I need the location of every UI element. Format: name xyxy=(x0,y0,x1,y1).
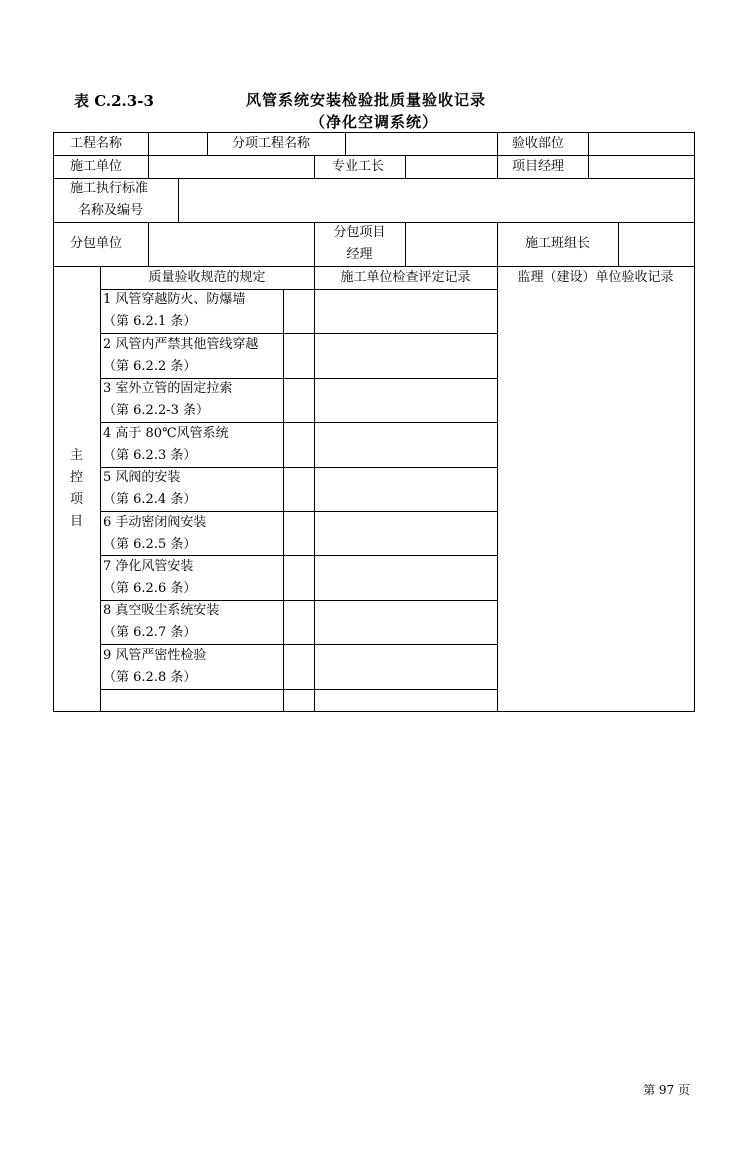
item-name: 6 手动密闭阀安装 xyxy=(103,515,207,530)
spec-column-header: 质量验收规范的规定 xyxy=(148,270,266,285)
item-name: 1 风管穿越防火、防爆墙 xyxy=(103,292,246,307)
page-number: 第 97 页 xyxy=(643,1083,690,1097)
item-clause: （第 6.2.7 条） xyxy=(103,625,197,640)
team-leader-label: 施工班组长 xyxy=(524,236,590,251)
subcontractor-label: 分包单位 xyxy=(70,236,123,251)
acceptance-part-label: 验收部位 xyxy=(512,136,565,151)
standard-label-line2: 名称及编号 xyxy=(78,203,144,218)
foreman-label: 专业工长 xyxy=(332,159,385,174)
item-clause: （第 6.2.2-3 条） xyxy=(103,403,210,418)
item-name: 3 室外立管的固定拉索 xyxy=(103,381,233,396)
item-name: 8 真空吸尘系统安装 xyxy=(103,603,220,618)
main-items-label-char: 项 xyxy=(69,492,83,507)
supervision-column-header: 监理（建设）单位验收记录 xyxy=(517,270,674,285)
standard-label-line1: 施工执行标准 xyxy=(70,181,149,196)
main-items-label-char: 控 xyxy=(69,470,83,485)
item-clause: （第 6.2.5 条） xyxy=(103,537,197,552)
item-clause: （第 6.2.4 条） xyxy=(103,492,197,507)
item-name: 9 风管严密性检验 xyxy=(103,648,207,663)
item-clause: （第 6.2.8 条） xyxy=(103,670,197,685)
project-name-label: 工程名称 xyxy=(70,136,123,151)
self-check-column-header: 施工单位检查评定记录 xyxy=(340,270,471,285)
main-items-label-char: 目 xyxy=(69,514,83,529)
item-name: 4 高于 80℃风管系统 xyxy=(103,426,229,441)
construction-unit-label: 施工单位 xyxy=(70,159,123,174)
form-subtitle: （净化空调系统） xyxy=(310,113,439,131)
item-clause: （第 6.2.1 条） xyxy=(103,314,197,329)
item-clause: （第 6.2.6 条） xyxy=(103,581,197,596)
sub-project-name-label: 分项工程名称 xyxy=(232,136,311,151)
item-name: 5 风阀的安装 xyxy=(103,470,181,485)
item-name: 7 净化风管安装 xyxy=(103,559,194,574)
project-manager-label: 项目经理 xyxy=(512,159,565,174)
sub-manager-label-line2: 经理 xyxy=(346,247,373,262)
sub-manager-label-line1: 分包项目 xyxy=(333,225,386,240)
item-name: 2 风管内严禁其他管线穿越 xyxy=(103,337,259,352)
item-clause: （第 6.2.3 条） xyxy=(103,448,197,463)
item-clause: （第 6.2.2 条） xyxy=(103,359,197,374)
form-title: 风管系统安装检验批质量验收记录 xyxy=(246,91,487,109)
main-items-label-char: 主 xyxy=(69,448,83,463)
form-number: 表 C.2.3-3 xyxy=(74,92,154,110)
